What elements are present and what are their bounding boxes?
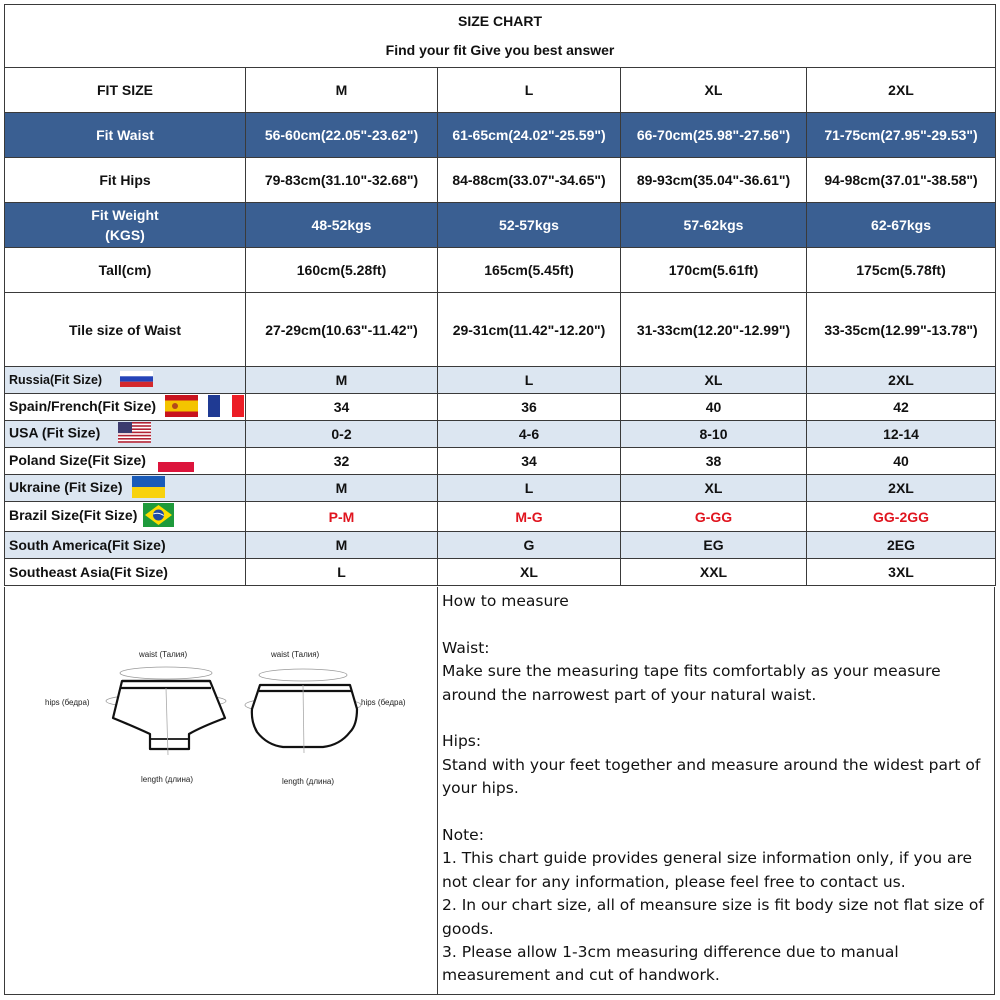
country-label: Russia(Fit Size) [9,372,103,387]
value-cell: XL [621,367,807,394]
country-label-cell [5,448,246,475]
how-to-measure-title: How to measure [442,592,569,610]
brief-length-label: length (длина) [141,775,194,784]
country-label: South America(Fit Size) [9,537,166,553]
value-cell: 32 [246,448,438,475]
row-label: Fit Hips [5,158,246,203]
value-cell: M [246,532,438,559]
brazil-flag-icon [143,503,174,530]
value-cell: 61-65cm(24.02"-25.59") [438,113,621,158]
value-cell: M-G [438,502,621,532]
country-row-brazil [5,502,996,532]
brief-hips-label: hips (бедра) [45,698,90,707]
france-flag-icon [208,395,244,420]
value-cell: 94-98cm(37.01"-38.58") [807,158,996,203]
country-row-spain-french [5,394,996,421]
size-header-xl: XL [621,68,807,113]
value-cell: 84-88cm(33.07"-34.65") [438,158,621,203]
size-chart-table [4,4,996,586]
value-cell: L [246,559,438,586]
value-cell: XL [621,475,807,502]
value-cell: G-GG [621,502,807,532]
country-label: Poland Size(Fit Size) [9,451,146,468]
waist-heading: Waist: [442,638,490,657]
row-label: Tile size of Waist [5,293,246,367]
fit-waist-row [5,113,996,158]
country-label: Brazil Size(Fit Size) [9,507,138,524]
waist-instructions: Make sure the measuring tape fits comfortably as your measure around the narrowest part of your natural waist. [442,662,941,704]
size-header-row [5,68,996,113]
size-header-m: M [246,68,438,113]
value-cell: 48-52kgs [246,203,438,248]
country-label-cell [5,394,246,421]
value-cell: GG-2GG [807,502,996,532]
boyshort-length-label: length (длина) [282,777,335,786]
country-label: Spain/French(Fit Size) [9,397,157,414]
note-item: 3. Please allow 1-3cm measuring difference due to manual measurement and cut of handwork. [442,943,899,985]
value-cell: 12-14 [807,421,996,448]
value-cell: 66-70cm(25.98"-27.56") [621,113,807,158]
value-cell: 56-60cm(22.05"-23.62") [246,113,438,158]
country-label: Southeast Asia(Fit Size) [9,564,168,580]
tile-size-waist-row [5,293,996,367]
measure-guide-section [4,587,995,995]
poland-flag-icon [158,454,194,475]
country-label-cell [5,367,246,394]
value-cell: 3XL [807,559,996,586]
boyshort-hips-label: hips (бедра) [361,698,406,707]
value-cell: 89-93cm(35.04"-36.61") [621,158,807,203]
row-label [5,203,246,248]
spain-flag-icon [165,395,198,420]
value-cell: EG [621,532,807,559]
value-cell: XXL [621,559,807,586]
country-row-south-america [5,532,996,559]
country-label-cell [5,475,246,502]
tall-row [5,248,996,293]
country-label: Ukraine (Fit Size) [9,478,123,495]
value-cell: 8-10 [621,421,807,448]
country-row-ukraine [5,475,996,502]
value-cell: 38 [621,448,807,475]
chart-title-cell [5,5,996,68]
value-cell: P-M [246,502,438,532]
value-cell: M [246,475,438,502]
value-cell: 2XL [807,367,996,394]
value-cell: 170cm(5.61ft) [621,248,807,293]
brief-waist-label: waist (Талия) [139,650,188,659]
measurement-diagram-panel [5,587,438,995]
brief-diagram [45,650,226,784]
value-cell: 31-33cm(12.20"-12.99") [621,293,807,367]
value-cell: XL [438,559,621,586]
value-cell: M [246,367,438,394]
value-cell: 62-67kgs [807,203,996,248]
value-cell: 165cm(5.45ft) [438,248,621,293]
chart-subtitle: Find your fit Give you best answer [385,42,615,58]
value-cell: 36 [438,394,621,421]
russia-flag-icon [120,371,153,390]
chart-title: SIZE CHART [458,13,543,29]
country-row-southeast-asia [5,559,996,586]
value-cell: 160cm(5.28ft) [246,248,438,293]
value-cell: 40 [621,394,807,421]
country-row-usa [5,421,996,448]
value-cell: 34 [438,448,621,475]
value-cell: 175cm(5.78ft) [807,248,996,293]
country-label-cell [5,421,246,448]
value-cell: L [438,367,621,394]
value-cell: 52-57kgs [438,203,621,248]
country-label-cell [5,559,246,586]
value-cell: L [438,475,621,502]
note-heading: Note: [442,826,484,845]
underwear-diagram [5,587,437,993]
size-header-2xl: 2XL [807,68,996,113]
value-cell: G [438,532,621,559]
how-to-measure-panel [438,587,996,995]
country-row-poland [5,448,996,475]
note-item: 2. In our chart size, all of meansure size is fit body size not flat size of goods. [442,896,984,938]
value-cell: 33-35cm(12.99"-13.78") [807,293,996,367]
value-cell: 71-75cm(27.95"-29.53") [807,113,996,158]
size-header-l: L [438,68,621,113]
hips-instructions: Stand with your feet together and measure around the widest part of your hips. [442,755,981,798]
boyshort-waist-label: waist (Талия) [271,650,320,659]
value-cell: 2EG [807,532,996,559]
note-item: 1. This chart guide provides general size information only, if you are not clear for any information, please feel free to contact us. [442,849,973,891]
row-label: Tall(cm) [5,248,246,293]
country-row-russia [5,367,996,394]
usa-flag-icon [118,422,151,446]
value-cell: 29-31cm(11.42"-12.20") [438,293,621,367]
value-cell: 42 [807,394,996,421]
ukraine-flag-icon [132,476,165,501]
fit-weight-row [5,203,996,248]
value-cell: 2XL [807,475,996,502]
value-cell: 4-6 [438,421,621,448]
country-label-cell [5,502,246,532]
boyshort-diagram [245,650,406,786]
hips-heading: Hips: [442,732,482,751]
fit-hips-row [5,158,996,203]
country-label: USA (Fit Size) [9,424,101,441]
value-cell: 0-2 [246,421,438,448]
row-label-line2: (KGS) [105,227,145,243]
value-cell: 79-83cm(31.10"-32.68") [246,158,438,203]
fit-size-label: FIT SIZE [5,68,246,113]
row-label: Fit Waist [5,113,246,158]
row-label-line1: Fit Weight [91,207,159,223]
value-cell: 34 [246,394,438,421]
country-label-cell [5,532,246,559]
value-cell: 57-62kgs [621,203,807,248]
value-cell: 40 [807,448,996,475]
value-cell: 27-29cm(10.63"-11.42") [246,293,438,367]
